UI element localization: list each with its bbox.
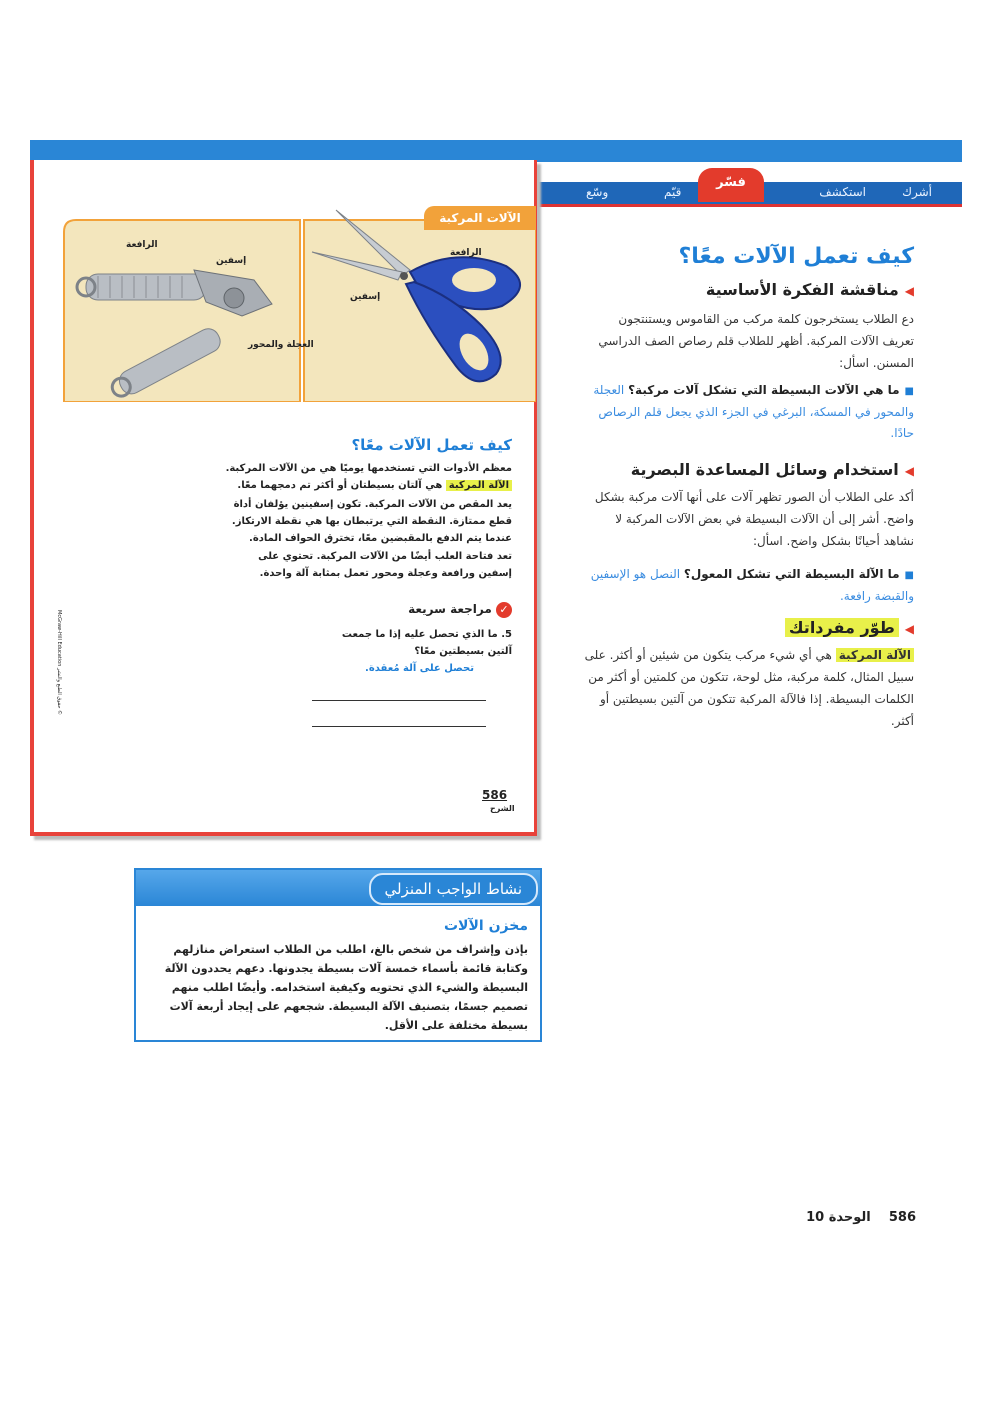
scissors-image (306, 206, 536, 396)
student-page-subtitle: الشرح (490, 804, 515, 813)
tab-extend[interactable]: وسّع (586, 185, 609, 199)
student-paragraph-3: تعد فتاحة العلب أيضًا من الآلات المركبة. تحتوي على إسفين ورافعة وعجلة ومحور تعمل بمثابة آلة واحدة. (258, 551, 512, 579)
lesson-cycle-tab-bar (536, 175, 962, 207)
quick-review-title (408, 602, 512, 618)
question-2-answer: النصل هو الإسفين والقبضة رافعة. (590, 567, 914, 603)
page-footer (806, 1210, 916, 1225)
home-activity-title: نشاط الواجب المنزلي (369, 873, 538, 905)
student-page-number: 586 (482, 788, 508, 802)
tab-engage[interactable]: أشرك (902, 185, 932, 199)
vocabulary-definition: هي أي شيء مركب يتكون من شيئين أو أكثر. على سبيل المثال، كلمة مركبة، مثل لوحة، تتكون من كلمتين أو أكثر من الكلمات البسيطة. إذا فالآلة المركبة تتكون من آلتين بسيطتين أو أكثر. (584, 648, 914, 728)
section-vocabulary-body (584, 644, 914, 732)
review-answer: تحصل على آلة مُعقدة. (365, 663, 474, 674)
home-activity-subtitle: مخزن الآلات (443, 918, 528, 934)
side-credit: McGraw-Hill Education حقوق الطبع والنشر © (56, 610, 62, 716)
answer-line-2 (312, 726, 486, 727)
review-question-text: ما الذي تحصل عليه إذا ما جمعت آلتين بسيطتين معًا؟ (341, 629, 512, 657)
footer-unit: الوحدة 10 (806, 1210, 871, 1225)
question-1-text: ما هي الآلات البسيطة التي تشكل آلات مركبة؟ (628, 383, 900, 397)
home-activity-body: بإذن وإشراف من شخص بالغ، اطلب من الطلاب استعراض منازلهم وكتابة قائمة بأسماء خمسة آلات بسيطة يجدونها. دعهم يحددون الآلة البسيطة والشيء الذي تحتويه وكيفية استخدامه. وأيضًا اطلب منهم تصميم جسمًا، بتصنيف الآلة البسيطة. شجعهم على إيجاد أربعة آلات بسيطة مختلفة على الأقل. (164, 943, 528, 1032)
vocabulary-term: الآلة المركبة (836, 648, 914, 662)
top-color-band (30, 140, 962, 162)
square-bullet-icon: ■ (904, 386, 914, 397)
footer-page-number: 586 (888, 1210, 916, 1225)
label-opener-wedge: إسفين (216, 256, 247, 266)
question-2-text: ما الآلة البسيطة التي تشكل المعول؟ (683, 567, 900, 581)
compound-machines-figure (60, 206, 536, 402)
student-paragraph-1 (222, 460, 512, 494)
home-activity-header (136, 870, 540, 906)
section-vocabulary-heading (785, 618, 914, 637)
side-credit-strip (54, 610, 62, 790)
main-heading: كيف تعمل الآلات معًا؟ (678, 244, 914, 269)
triangle-bullet-icon: ◀ (904, 622, 914, 636)
section-main-idea-body: دع الطلاب يستخرجون كلمة مركب من القاموس ويستنتجون تعريف الآلات المركبة. أظهر للطلاب قلم رصاص الصف الدراسي المسنن. اسأل: (598, 312, 914, 370)
label-scissors-lever: الرافعة (450, 248, 482, 258)
section-visual-aids-body: أكد على الطلاب أن الصور تظهر آلات على أنها آلات مركبة بشكل واضح. أشر إلى أن الآلات البسيطة في بعض الآلات المركبة لا نشاهد أحيانًا بشكل واضح. اسأل: (594, 490, 914, 548)
review-number: 5. (501, 629, 512, 640)
tab-explain-active[interactable]: فسّر (698, 168, 764, 202)
checkmark-icon: ✓ (496, 602, 512, 618)
student-heading: كيف تعمل الآلات معًا؟ (351, 436, 512, 454)
can-opener-image (74, 246, 294, 406)
question-1 (584, 380, 914, 444)
answer-line-1 (312, 700, 486, 701)
section-main-idea-heading (706, 280, 914, 299)
label-opener-lever: الرافعة (126, 240, 158, 250)
triangle-bullet-icon: ◀ (904, 464, 914, 478)
triangle-bullet-icon: ◀ (904, 284, 914, 298)
student-page-thumbnail (30, 160, 537, 836)
question-1-answer: العجلة والمحور في المسكة، البرغي في الجزء الذي يجعل قلم الرصاص حادًا. (593, 383, 914, 440)
tab-explore[interactable]: استكشف (819, 185, 866, 199)
section-vocabulary-label: طوّر مفرداتك (785, 618, 899, 637)
section-visual-aids-label: استخدام وسائل المساعدة البصرية (630, 460, 899, 479)
figure-title: الآلات المركبة (424, 206, 536, 230)
home-activity-box (134, 868, 542, 1042)
student-p1-b: هي آلتان بسيطتان أو أكثر تم دمجهما معًا. (237, 480, 443, 491)
student-term-compound-machine: الآلة المركبة (446, 480, 512, 491)
review-question (336, 626, 512, 660)
label-scissors-wedge: إسفين (350, 292, 381, 302)
section-visual-aids-heading (631, 460, 914, 479)
student-p1-a: معظم الأدوات التي تستخدمها يوميًا هي من الآلات المركبة. (225, 463, 512, 474)
quick-review-label: مراجعة سريعة (408, 602, 492, 616)
square-bullet-icon: ■ (904, 570, 914, 581)
student-paragraph-2: يعد المقص من الآلات المركبة. تكون إسفينين يؤلفان أداة قطع ممتازة. النقطة التي يرتبطان بها هي نقطة الارتكاز. عندما يتم الدفع بالمقبضين معًا، تخترق الحواف المادة. (231, 499, 512, 544)
question-2 (584, 564, 914, 607)
section-main-idea-label: مناقشة الفكرة الأساسية (705, 280, 899, 299)
label-opener-wheel-axle: العجلة والمحور (248, 340, 314, 350)
tab-evaluate[interactable]: قيّم (664, 185, 682, 199)
